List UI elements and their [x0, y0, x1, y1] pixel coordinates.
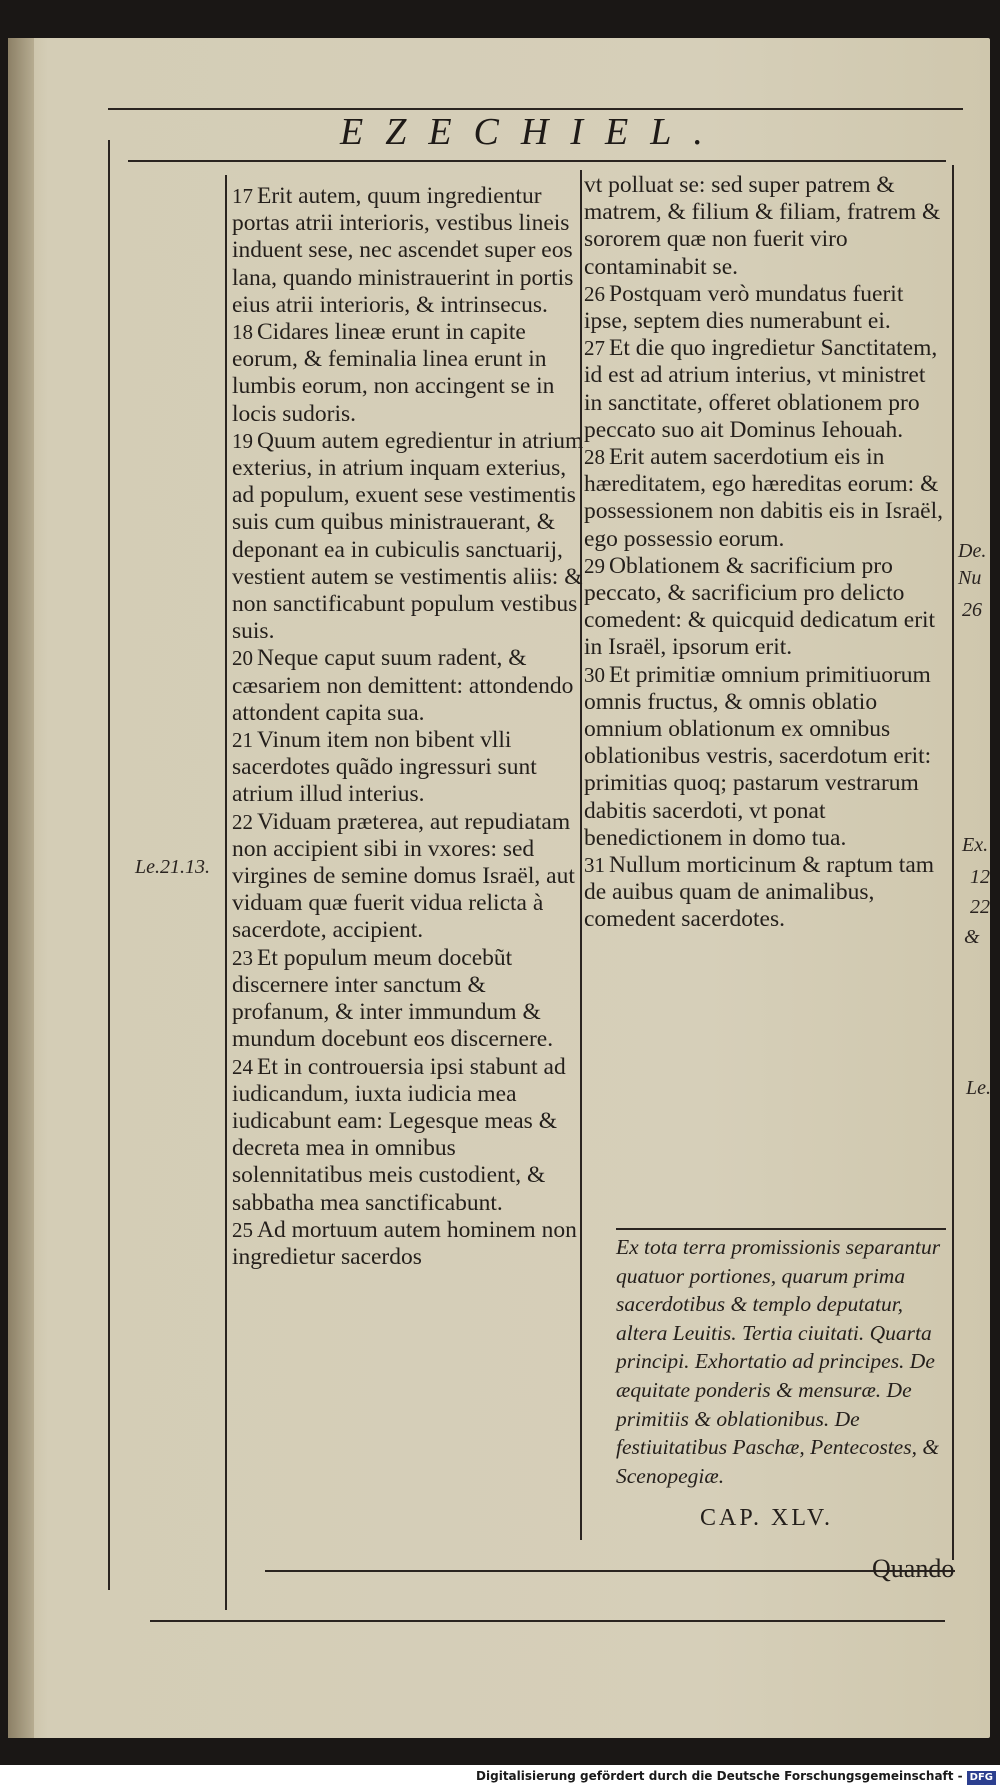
verse-number: 24: [232, 1054, 253, 1079]
verse-text: Viduam præterea, aut repudiatam non accipient sibi in vxores: sed virgines de semine domus Israël, aut viduam quæ fuerit vidua relicta à sacerdote, accipient.: [232, 808, 575, 944]
right-rule: [952, 165, 954, 1560]
verse-number: 25: [232, 1217, 253, 1242]
verse-text: Et in controuersia ipsi stabunt ad iudicandum, iuxta iudicia mea iudicabunt eam: Legesque meas & decreta mea in omnibus solennitatibus meis custodient, & sabbatha mea sanctificabunt.: [232, 1053, 566, 1216]
bottom-rule: [265, 1570, 955, 1572]
summary-rule: [616, 1228, 946, 1230]
verse-number: 29: [584, 553, 605, 578]
left-verse: [232, 645, 584, 727]
right-verse: [584, 335, 946, 444]
verse-text: Oblationem & sacrificium pro peccato, & sacrificium pro delicto comedent: & quicquid dedicatum erit in Israël, ipsorum erit.: [584, 552, 936, 661]
right-column: [584, 172, 946, 934]
chapter-heading: CAP. XLV.: [700, 1505, 834, 1531]
margin-note-right-and: &: [964, 926, 980, 948]
left-verse: [232, 1054, 584, 1217]
verse-text: Et die quo ingredietur Sanctitatem, id est ad atrium interius, vt ministret in sanctitate, offeret oblationem pro peccato suo ait Dominus Iehouah.: [584, 335, 938, 443]
right-verse: [584, 281, 946, 335]
verse-text: Cidares lineæ erunt in capite eorum, & feminalia linea erunt in lumbis eorum, non accingent se in locis sudoris.: [232, 319, 555, 427]
verse-text: Vinum item non bibent vlli sacerdotes quãdo ingressuri sunt atrium illud interius.: [232, 727, 537, 808]
verse-number: 23: [232, 945, 253, 970]
verse-text: Postquam verò mundatus fuerit ipse, septem dies numerabunt ei.: [584, 280, 904, 335]
left-verse: [232, 183, 584, 319]
verse-text: Nullum morticinum & raptum tam de auibus quam de animalibus, comedent sacerdotes.: [584, 852, 935, 933]
page-gutter-edge: [8, 38, 34, 1738]
chapter-summary: Ex tota terra promissionis separantur quatuor portiones, quarum prima sacerdotibus & templo deputatur, altera Leuitis. Tertia ciuitati. Quarta principi. Exhortatio ad principes. De æquitate ponderis & mensuræ. De primitiis & oblationibus. De festiuitatibus Paschæ, Pentecostes, & Scenopegiæ.: [616, 1235, 941, 1488]
margin-note-right-de: De.: [958, 540, 987, 562]
footer-credit: Digitalisierung gefördert durch die Deutsche Forschungsgemeinschaft -: [476, 1769, 963, 1783]
verse-number: 28: [584, 445, 605, 470]
left-column: [232, 183, 584, 1271]
verse-number: 19: [232, 428, 253, 453]
verse-number: 26: [584, 281, 605, 306]
verse-text: Quum autem egredientur in atrium exterius, in atrium inquam exterius, ad populum, exuent sese vestimentis suis cum quibus ministrauerant, & deponant ea in cubiculis sanctuarij, vestient autem se vestimentis aliis: & non sanctificabunt populum vestibus suis.: [232, 427, 584, 645]
right-verse: [584, 444, 946, 553]
margin-note-right-22: 22: [970, 896, 990, 918]
verse-text: Neque caput suum radent, & cæsariem non demittent: attondendo attondent capita sua.: [232, 645, 574, 726]
verse-text: Et primitiæ omnium primitiuorum omnis fructus, & omnis oblatio omnium oblationum ex omnibus oblationibus vestris, sacerdotum erit: primitias quoq; pastarum vestrarum dabitis sacerdoti, vt ponat benedictionem in domo tua.: [584, 661, 932, 851]
left-margin-rule: [108, 140, 110, 1590]
running-title: EZECHIEL.: [340, 111, 725, 153]
dfg-logo: DFG: [967, 1771, 996, 1785]
verse-number: 30: [584, 662, 605, 687]
digitization-footer: [0, 1765, 1000, 1787]
margin-note-left: Le.21.13.: [135, 856, 210, 878]
margin-note-right-le: Le.: [966, 1077, 991, 1099]
left-verse: [232, 945, 584, 1054]
lower-rule: [150, 1620, 945, 1622]
verse-number: 27: [584, 336, 605, 361]
verse-text: Ad mortuum autem hominem non ingredietur sacerdos: [232, 1216, 577, 1270]
inner-left-rule: [225, 175, 227, 1610]
verse-number: 18: [232, 320, 253, 345]
right-verse: [584, 662, 946, 852]
margin-note-right-26: 26: [962, 599, 982, 621]
left-verse: [232, 319, 584, 428]
right-verse: [584, 852, 946, 934]
title-rule: [128, 160, 946, 162]
verse-number: 17: [232, 184, 253, 208]
verse-number: 21: [232, 728, 253, 753]
left-verse: [232, 809, 584, 945]
left-verse: [232, 1217, 584, 1271]
margin-note-right-12: 12: [970, 866, 990, 888]
catchword: Quando: [872, 1554, 955, 1583]
verse-text: Erit autem, quum ingredientur portas atrii interioris, vestibus lineis induent sese, nec ascendet super eos lana, quando ministrauerint in portis eius atrii interioris, & intrinsecus.: [232, 183, 574, 318]
left-verse: [232, 727, 584, 809]
left-verse: [232, 428, 584, 646]
margin-note-right-nu: Nu: [958, 567, 982, 589]
verse-number: 20: [232, 646, 253, 671]
right-verse: [584, 553, 946, 662]
margin-note-right-ex: Ex.: [962, 834, 989, 856]
verse-text: Erit autem sacerdotium eis in hæreditatem, ego hæreditas eorum: & possessionem non dabitis eis in Israël, ego possessio eorum.: [584, 444, 943, 552]
right-verse: [584, 172, 946, 281]
verse-text: Et populum meum docebũt discernere inter sanctum & profanum, & inter immundum & mundum docebunt eos discernere.: [232, 944, 554, 1053]
verse-number: 31: [584, 853, 605, 878]
verse-number: 22: [232, 809, 253, 834]
verse-text: vt polluat se: sed super patrem & matrem, & filium & filiam, fratrem & sororem quæ non fuerit viro contaminabit se.: [584, 172, 941, 280]
